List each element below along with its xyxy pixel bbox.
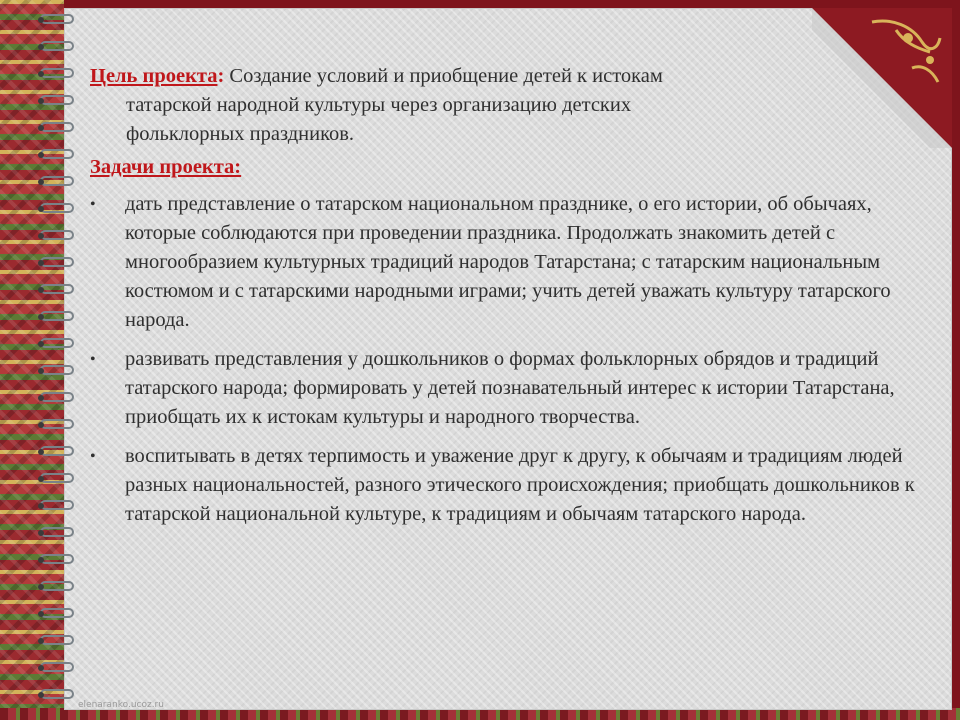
binding-ring — [40, 581, 74, 591]
binding-ring — [40, 338, 74, 348]
binding-ring — [40, 527, 74, 537]
list-item — [90, 442, 930, 529]
bullet-icon: • — [90, 196, 96, 213]
binding-ring — [40, 392, 74, 402]
tasks-heading — [90, 153, 930, 182]
task-text: дать представление о татарском национальном празднике, о его истории, об обычаях, которые соблюдаются при проведении праздника. Продолжать знакомить детей с многообразием культурных традиций народов Татарстана; с татарским национальным костюмом и с татарскими народными играми; учить детей уважать культуру татарского народа. — [125, 193, 891, 331]
binding-ring — [40, 446, 74, 456]
slide-content — [90, 62, 930, 539]
goal-text-line3: фольклорных праздников. — [126, 123, 355, 145]
binding-ring — [40, 68, 74, 78]
binding-ring — [40, 500, 74, 510]
binding-ring — [40, 419, 74, 429]
binding-ring — [40, 284, 74, 294]
goal-label: Цель проекта — [90, 65, 218, 87]
task-text: воспитывать в детях терпимость и уважение друг к другу, к обычаям и традициям людей разных национальностей, разного этического происхождения; приобщать дошкольников к татарской национальной культуре, к традициям и обычаям татарского народа. — [125, 445, 915, 525]
bullet-icon: • — [90, 448, 96, 465]
binding-ring — [40, 149, 74, 159]
binding-ring — [40, 41, 74, 51]
binding-ring — [40, 608, 74, 618]
binding-ring — [40, 311, 74, 321]
binding-ring — [40, 554, 74, 564]
bullet-icon: • — [90, 351, 96, 368]
binding-ring — [40, 662, 74, 672]
goal-colon: : — [217, 65, 225, 87]
list-item — [90, 345, 930, 432]
tasks-label: Задачи проекта: — [90, 156, 242, 178]
binding-ring — [40, 473, 74, 483]
binding-ring — [40, 230, 74, 240]
binding-ring — [40, 95, 74, 105]
list-item — [90, 190, 930, 335]
binding-ring — [40, 203, 74, 213]
binding-ring — [40, 365, 74, 375]
binding-ring — [40, 635, 74, 645]
goal-text-line2: татарской народной культуры через организацию детских — [126, 94, 632, 116]
project-goal — [90, 62, 930, 149]
binding-ring — [40, 122, 74, 132]
tasks-list — [90, 190, 930, 529]
binding-ring — [40, 257, 74, 267]
goal-text-line1: Создание условий и приобщение детей к истокам — [224, 65, 663, 87]
binding-ring — [40, 176, 74, 186]
watermark: elenaranko.ucoz.ru — [78, 700, 164, 710]
task-text: развивать представления у дошкольников о формах фольклорных обрядов и традиций татарского народа; формировать у детей познавательный интерес к истории Татарстана, приобщать их к истокам культуры и народного творчества. — [125, 348, 895, 428]
binding-ring — [40, 689, 74, 699]
binding-ring — [40, 14, 74, 24]
